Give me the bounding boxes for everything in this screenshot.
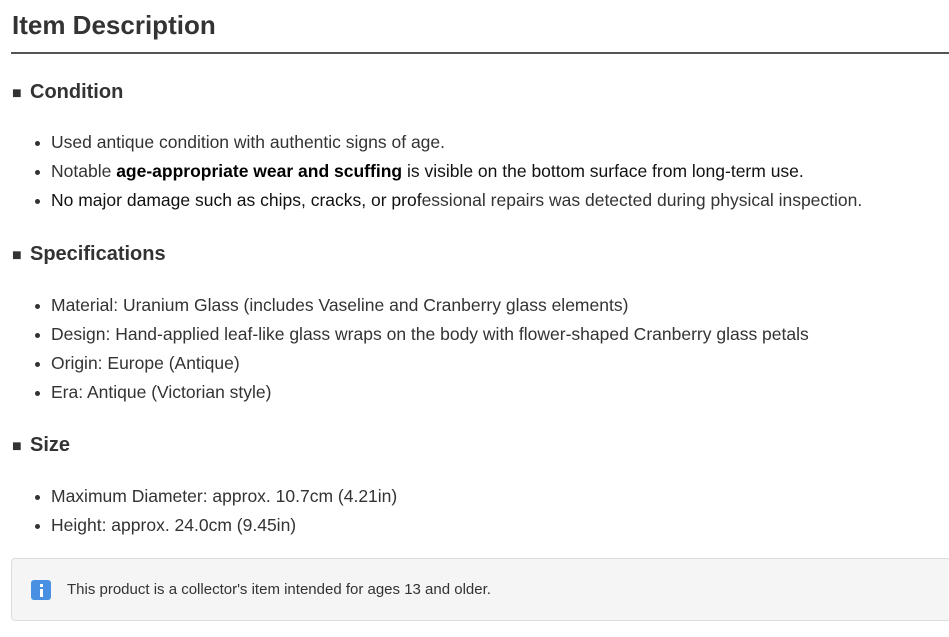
list-item-text: No major damage such as chips, cracks, or prof — [51, 190, 422, 210]
specifications-list — [0, 291, 809, 407]
list-item: Design: Hand-applied leaf-like glass wraps on the body with flower-shaped Cranberry glass petals — [0, 320, 809, 349]
age-notice-box — [11, 558, 949, 621]
square-bullet-icon: ■ — [12, 438, 22, 455]
specifications-heading — [12, 242, 166, 268]
condition-list — [0, 128, 862, 215]
specifications-heading-label: Specifications — [30, 243, 166, 265]
size-heading-label: Size — [30, 434, 71, 456]
list-item-text: Notable — [51, 161, 117, 181]
list-item-text: Used antique condition with authentic signs of age. — [51, 132, 446, 152]
info-icon — [31, 580, 51, 600]
list-item: Origin: Europe (Antique) — [0, 349, 809, 378]
list-item — [0, 128, 862, 157]
size-heading — [12, 433, 70, 459]
list-item-text: is visible on the bottom surface from long-term use. — [402, 161, 804, 181]
list-item: Maximum Diameter: approx. 10.7cm (4.21in) — [0, 482, 397, 511]
list-item: Era: Antique (Victorian style) — [0, 378, 809, 407]
list-item-text: essional repairs was detected during physical inspection. — [421, 190, 863, 210]
size-list — [0, 482, 397, 540]
notice-text: This product is a collector's item intended for ages 13 and older. — [67, 581, 491, 598]
emphasis-text: age-appropriate wear and scuffing — [116, 161, 403, 181]
title-divider — [11, 52, 949, 54]
condition-heading — [12, 80, 123, 106]
square-bullet-icon: ■ — [12, 85, 22, 102]
list-item: Height: approx. 24.0cm (9.45in) — [0, 511, 397, 540]
condition-heading-label: Condition — [30, 81, 124, 103]
page-title: Item Description — [12, 10, 216, 40]
list-item: Material: Uranium Glass (includes Vaseline and Cranberry glass elements) — [0, 291, 809, 320]
list-item — [0, 186, 862, 215]
list-item — [0, 157, 862, 186]
square-bullet-icon: ■ — [12, 247, 22, 264]
